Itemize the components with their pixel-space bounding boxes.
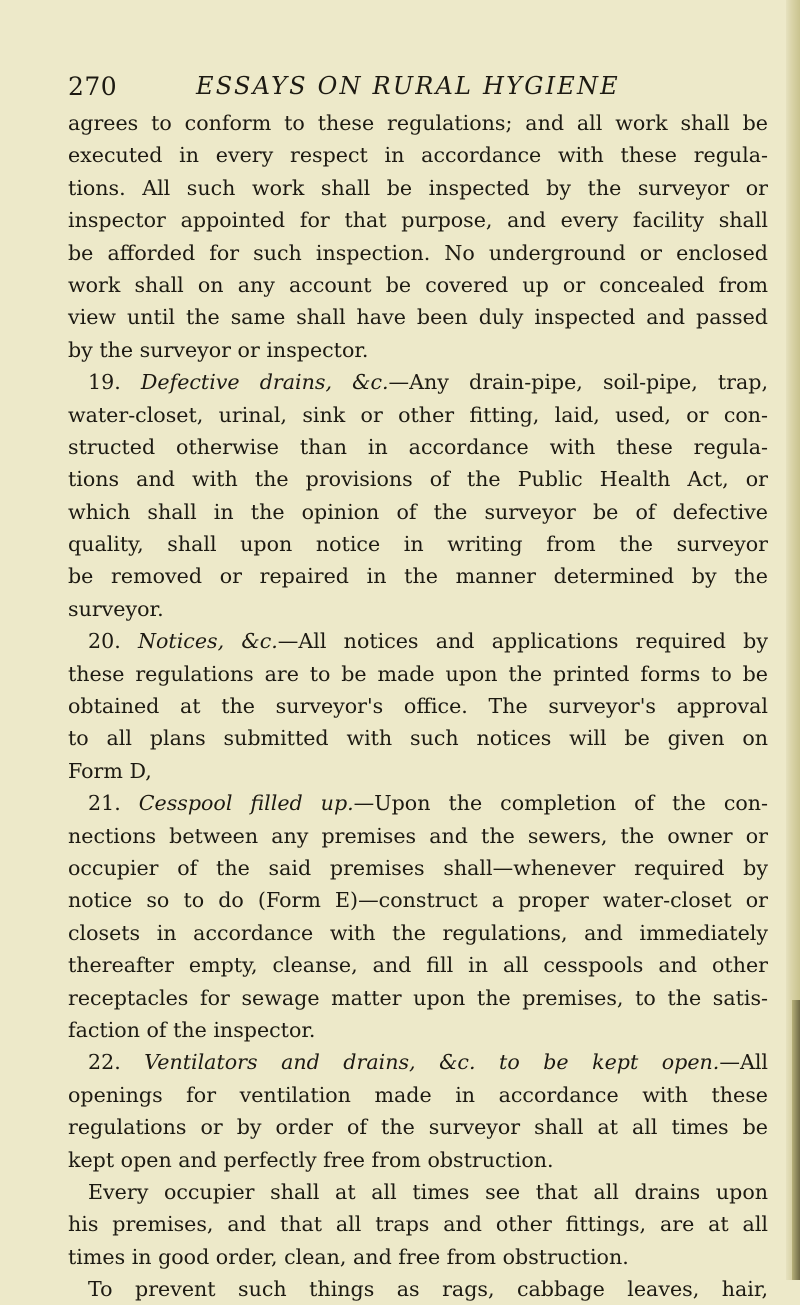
line-text: regulations or by order of the surveyor shall at all times be <box>68 1115 768 1140</box>
line-text: —Any drain-pipe, soil-pipe, trap, <box>388 370 768 395</box>
line-text: Every occupier shall at all times see that all drains upon <box>88 1179 768 1204</box>
text-line <box>68 107 768 139</box>
running-title: ESSAYS ON RURAL HYGIENE <box>196 72 620 100</box>
text-line <box>68 820 768 852</box>
text-line <box>68 1111 768 1143</box>
line-text: occupier of the said premises shall—whenever required by <box>68 855 768 880</box>
line-text: Form D, <box>68 758 152 783</box>
line-text: tions. All such work shall be inspected by the surveyor or <box>68 175 768 200</box>
line-text: receptacles for sewage matter upon the premises, to the satis- <box>68 985 768 1010</box>
line-text: work shall on any account be covered up or concealed from <box>68 272 768 297</box>
text-line <box>68 917 768 949</box>
text-line <box>68 1014 768 1046</box>
section-number: 21. <box>88 791 121 816</box>
section-number: 19. <box>88 370 121 395</box>
line-text: inspector appointed for that purpose, and every facility shall <box>68 208 768 233</box>
text-line <box>68 690 768 722</box>
section-heading: Cesspool filled up. <box>138 791 354 816</box>
text-line <box>68 301 768 333</box>
text-line <box>68 1241 768 1273</box>
line-text: view until the same shall have been duly inspected and passed <box>68 305 768 330</box>
line-text: thereafter empty, cleanse, and fill in all cesspools and other <box>68 953 768 978</box>
line-text: be removed or repaired in the manner determined by the <box>68 564 768 589</box>
body-text <box>68 107 768 1305</box>
text-line <box>68 139 768 171</box>
text-line <box>68 658 768 690</box>
text-line <box>68 496 768 528</box>
text-line <box>68 463 768 495</box>
text-line <box>68 949 768 981</box>
line-text: which shall in the opinion of the surveyor be of defective <box>68 499 768 524</box>
line-text: surveyor. <box>68 596 164 621</box>
line-text: be afforded for such inspection. No underground or enclosed <box>68 240 768 265</box>
section-heading: Ventilators and drains, &c. to be kept open. <box>144 1050 720 1075</box>
line-text: To prevent such things as rags, cabbage leaves, hair, <box>88 1277 768 1302</box>
text-line <box>68 884 768 916</box>
section-heading: Notices, &c. <box>138 629 278 654</box>
text-line <box>68 204 768 236</box>
line-text: faction of the inspector. <box>68 1017 316 1042</box>
text-line <box>68 1079 768 1111</box>
page-edge-binding <box>792 1000 800 1280</box>
line-text: nections between any premises and the sewers, the owner or <box>68 823 768 848</box>
text-line <box>68 722 768 754</box>
section-22-heading-line <box>68 1046 768 1078</box>
line-text: these regulations are to be made upon the printed forms to be <box>68 661 768 686</box>
line-text: executed in every respect in accordance with these regula- <box>68 143 768 168</box>
line-text: tions and with the provisions of the Public Health Act, or <box>68 467 768 492</box>
section-heading: Defective drains, &c. <box>140 370 389 395</box>
line-text: water-closet, urinal, sink or other fitting, laid, used, or con- <box>68 402 768 427</box>
section-20-heading-line <box>68 625 768 657</box>
text-line <box>68 1273 768 1305</box>
text-line <box>68 237 768 269</box>
line-text: agrees to conform to these regulations; and all work shall be <box>68 111 768 135</box>
line-text: openings for ventilation made in accordance with these <box>68 1082 768 1107</box>
text-line <box>68 593 768 625</box>
section-21-heading-line <box>68 787 768 819</box>
text-line <box>68 334 768 366</box>
line-text: —All <box>719 1050 768 1075</box>
text-line <box>68 172 768 204</box>
line-text: to all plans submitted with such notices will be given on <box>68 726 768 751</box>
text-line <box>68 1176 768 1208</box>
text-line <box>68 852 768 884</box>
text-line <box>68 269 768 301</box>
section-number: 20. <box>88 629 121 654</box>
line-text: kept open and perfectly free from obstruction. <box>68 1147 554 1172</box>
line-text: closets in accordance with the regulations, and immediately <box>68 920 768 945</box>
line-text: times in good order, clean, and free from obstruction. <box>68 1244 629 1269</box>
line-text: structed otherwise than in accordance with these regula- <box>68 434 768 459</box>
line-text: notice so to do (Form E)—construct a proper water-closet or <box>68 888 768 913</box>
text-line <box>68 431 768 463</box>
text-line <box>68 1144 768 1176</box>
text-line <box>68 560 768 592</box>
section-number: 22. <box>88 1050 121 1075</box>
text-line <box>68 399 768 431</box>
line-text: —All notices and applications required by <box>277 629 769 654</box>
page-number: 270 <box>68 72 118 101</box>
text-line <box>68 982 768 1014</box>
line-text: quality, shall upon notice in writing from the surveyor <box>68 532 768 557</box>
text-line <box>68 755 768 787</box>
text-line <box>68 1208 768 1240</box>
line-text: obtained at the surveyor's office. The surveyor's approval <box>68 694 768 719</box>
line-text: by the surveyor or inspector. <box>68 337 369 362</box>
line-text: his premises, and that all traps and other fittings, are at all <box>68 1212 768 1237</box>
line-text: —Upon the completion of the con- <box>353 791 769 816</box>
section-19-heading-line <box>68 366 768 398</box>
text-line <box>68 528 768 560</box>
page-header <box>68 72 728 106</box>
